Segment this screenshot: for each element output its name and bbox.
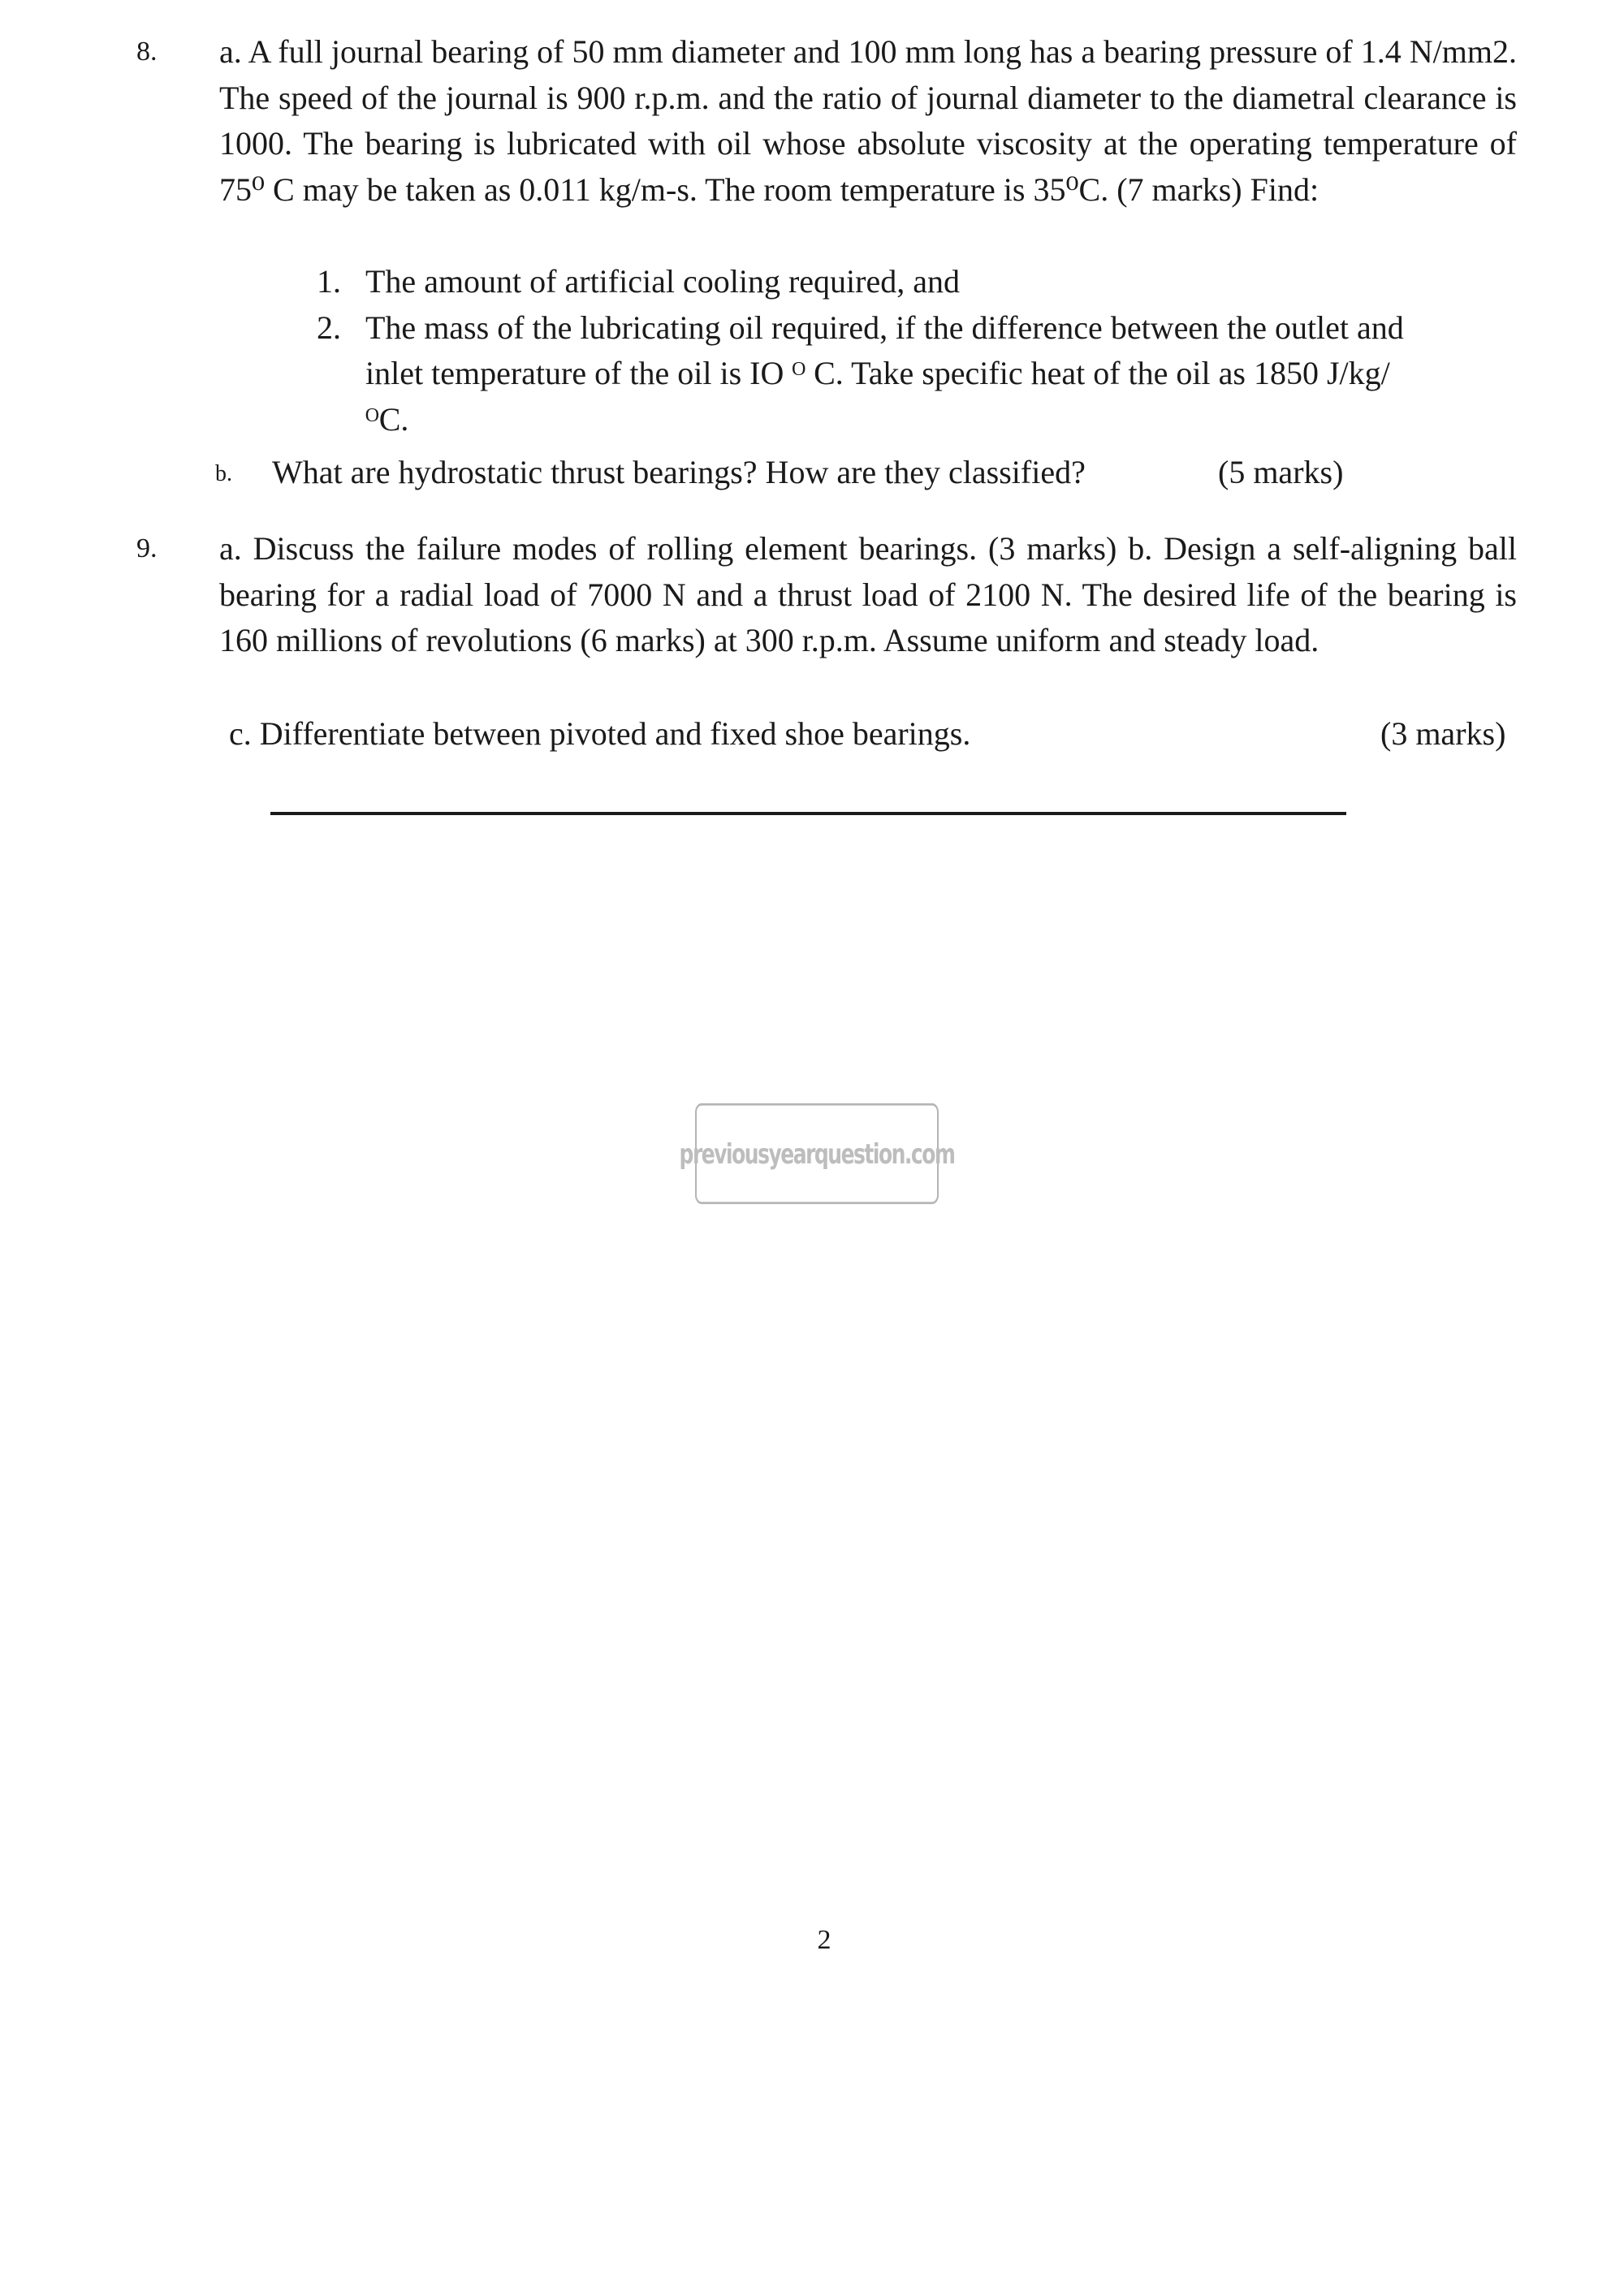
question-8-part-b-marks: (5 marks) bbox=[1218, 454, 1344, 490]
list-item-text: The amount of artificial cooling required, and bbox=[365, 263, 960, 300]
list-item-number: 1. bbox=[317, 263, 341, 300]
question-8-part-b-text: What are hydrostatic thrust bearings? How are they classified? bbox=[272, 454, 1086, 490]
question-9-part-c-text: c. Differentiate between pivoted and fixed shoe bearings. bbox=[229, 715, 971, 752]
section-divider bbox=[270, 812, 1346, 815]
question-number: 8. bbox=[136, 37, 158, 67]
list-item-text: The mass of the lubricating oil required, if the difference between the outlet and inlet temperature of the oil is IO ᴼ C. Take specific heat of the oil as 1850 J/kg/ ᴼC. bbox=[365, 309, 1404, 438]
question-9-part-ab-text: a. Discuss the failure modes of rolling element bearings. (3 marks) b. Design a self-aligning ball bearing for a radial load of 7000 N and a thrust load of 2100 N. The desired life of the bearing is 160 millions of revolutions (6 marks) at 300 r.p.m. Assume uniform and steady load. bbox=[219, 530, 1517, 658]
question-9-part-c-marks: (3 marks) bbox=[1380, 715, 1506, 752]
question-8-part-a-text: a. A full journal bearing of 50 mm diameter and 100 mm long has a bearing pressure of 1.4 N/mm2. The speed of the journal is 900 r.p.m. and the ratio of journal diameter to the diametral clearance is 1000. The bearing is lubricated with oil whose absolute viscosity at the operating temperature of 75⁰ C may be taken as 0.011 kg/m-s. The room temperature is 35⁰C. (7 marks) Find: bbox=[219, 33, 1517, 208]
list-item bbox=[317, 259, 1421, 305]
question-8-sub-list bbox=[317, 259, 1421, 442]
list-item bbox=[317, 305, 1421, 443]
page-number: 2 bbox=[817, 1925, 831, 1955]
question-8-part-b-marker: b. bbox=[215, 461, 232, 486]
list-item-number: 2. bbox=[317, 309, 341, 346]
watermark-logo: previousyearquestion.com bbox=[695, 1103, 939, 1204]
question-number: 9. bbox=[136, 533, 158, 563]
